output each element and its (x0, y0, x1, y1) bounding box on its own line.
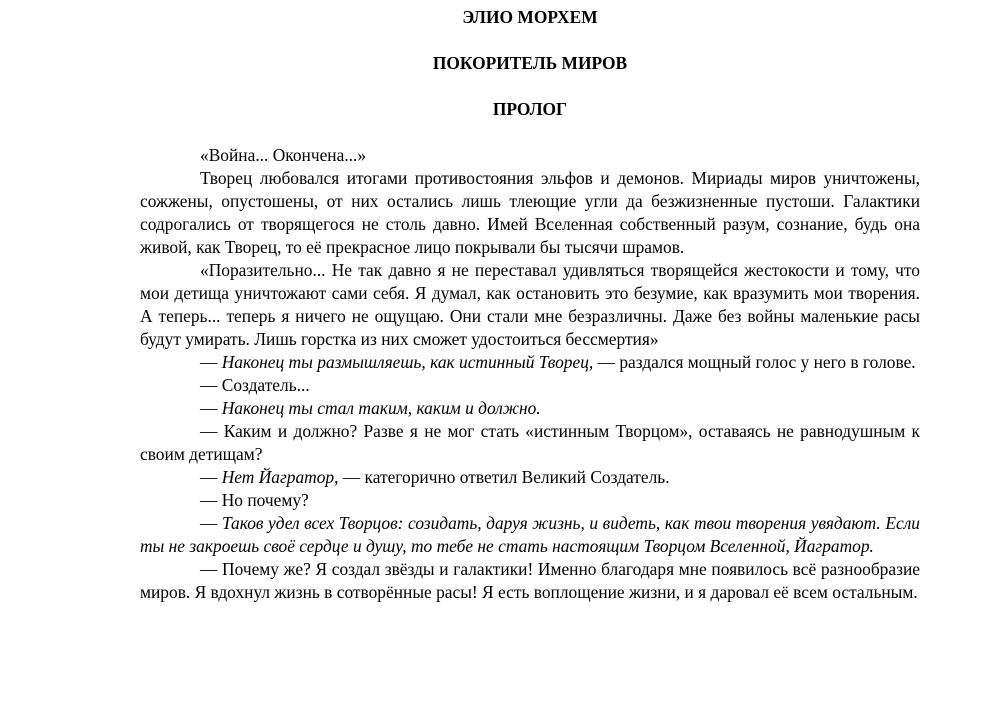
text-run: — раздался мощный голос у него в голове. (593, 352, 916, 372)
text-run: — Создатель... (200, 375, 310, 395)
paragraph (140, 420, 920, 466)
text-run: — (200, 513, 222, 533)
chapter-heading: ПРОЛОГ (492, 99, 568, 119)
document-page (140, 0, 920, 604)
paragraph (140, 259, 920, 351)
paragraph (140, 351, 920, 374)
paragraph (140, 558, 920, 604)
paragraph (140, 397, 920, 420)
paragraph (140, 512, 920, 558)
text-run: — (200, 352, 222, 372)
text-run: — Почему же? Я создал звёзды и галактики! Именно благодаря мне появилось всё разнообразие миров. Я вдохнул жизнь в сотворённые расы! Я есть воплощение жизни, и я даровал её всем остальным. (140, 559, 920, 602)
paragraph (140, 489, 920, 512)
text-run: — категорично ответил Великий Создатель. (338, 467, 670, 487)
chapter-body (140, 144, 920, 604)
paragraph (140, 167, 920, 259)
author-heading: ЭЛИО МОРХЕМ (462, 7, 598, 27)
italic-text: Наконец ты размышляешь, как истинный Творец, (221, 352, 594, 372)
italic-text: Наконец ты стал таким, каким и должно. (221, 398, 541, 418)
text-run: Творец любовался итогами противостояния эльфов и демонов. Мириады миров уничтожены, сожжены, опустошены, от них остались лишь тлеющие угли да безжизненные пустоши. Галактики содрогались от творящегося не столь давно. Имей Вселенная собственный разум, сознание, будь она живой, как Творец, то её прекрасное лицо покрывали бы тысячи шрамов. (140, 168, 920, 257)
italic-text: Нет Йагратор, (221, 467, 339, 487)
text-run: — (200, 467, 222, 487)
italic-text: Таков удел всех Творцов: созидать, даруя жизнь, и видеть, как твои творения увядают. Если ты не закроешь своё сердце и душу, то тебе не стать настоящим Творцом Вселенной, Йагратор. (140, 513, 920, 556)
paragraph (140, 374, 920, 397)
text-run: — (200, 398, 222, 418)
paragraph (140, 144, 920, 167)
text-run: «Война... Окончена...» (200, 145, 367, 165)
text-run: — Но почему? (200, 490, 309, 510)
paragraph (140, 466, 920, 489)
book-title: ПОКОРИТЕЛЬ МИРОВ (432, 53, 628, 73)
text-run: — Каким и должно? Разве я не мог стать «истинным Творцом», оставаясь не равнодушным к своим детищам? (140, 421, 920, 464)
text-run: «Поразительно... Не так давно я не переставал удивляться творящейся жестокости и тому, что мои детища уничтожают сами себя. Я думал, как остановить это безумие, как вразумить мои творения. А теперь... теперь я ничего не ощущаю. Они стали мне безразличны. Даже без войны маленькие расы будут умирать. Лишь горстка из них сможет удостоиться бессмертия» (140, 260, 920, 349)
